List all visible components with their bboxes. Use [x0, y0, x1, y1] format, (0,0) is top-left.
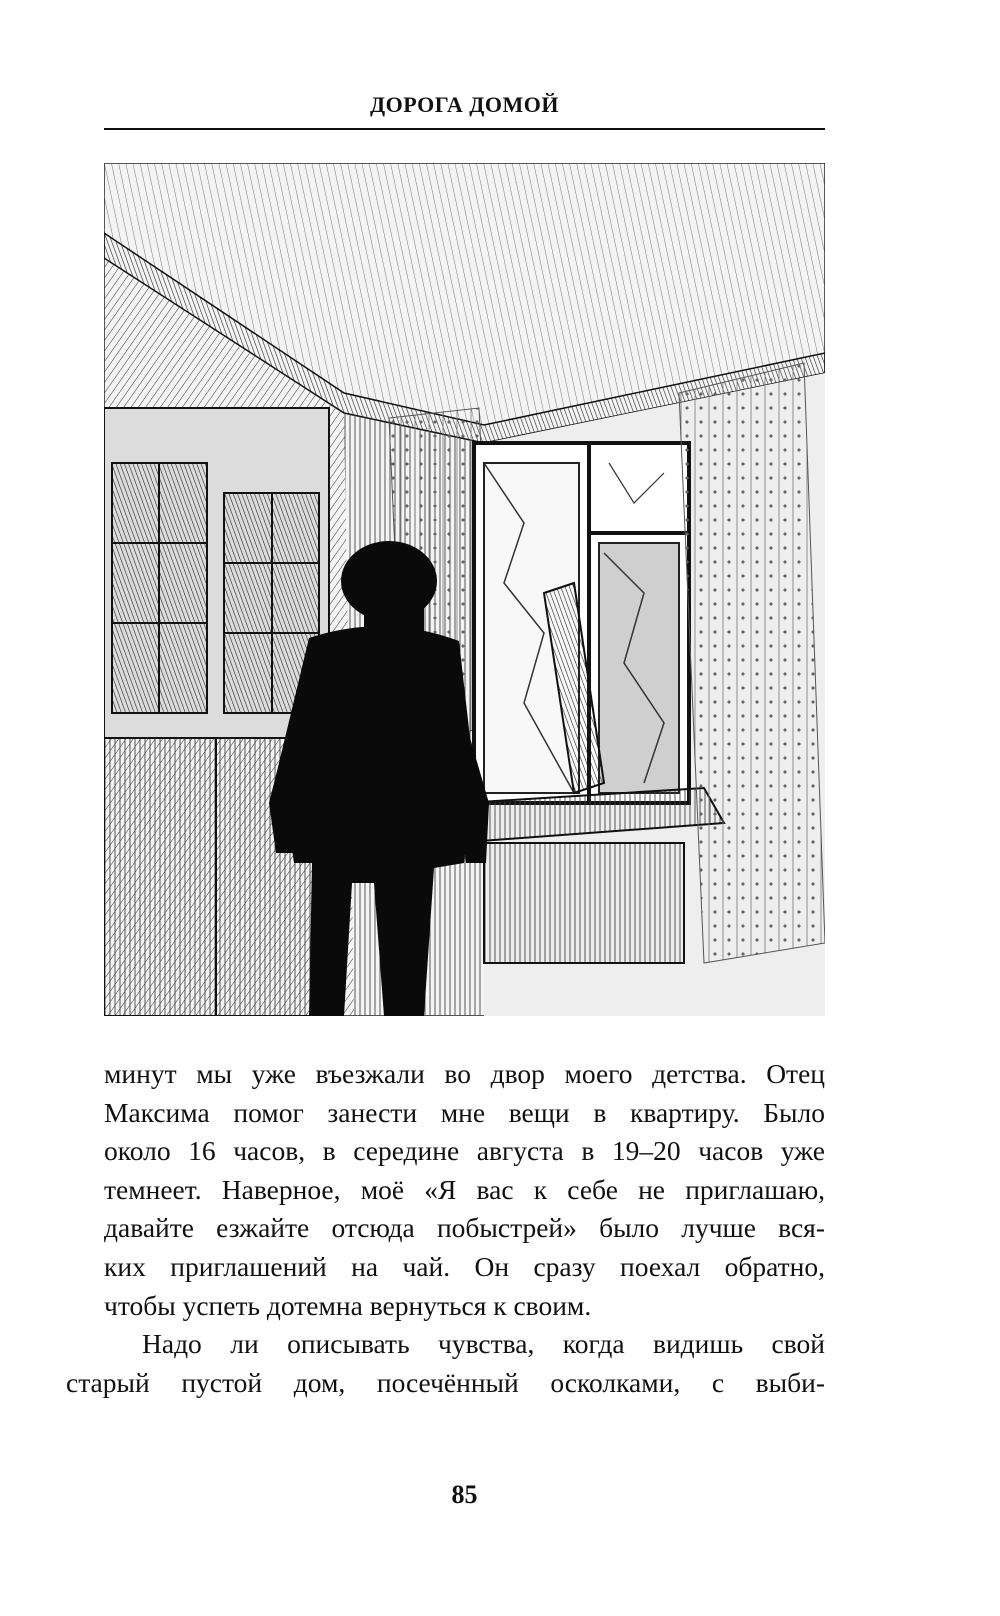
text-line: Надо ли описывать чувства, когда видишь свой	[142, 1328, 825, 1360]
text-line: темнеет. Наверное, моё «Я вас к себе не приглашаю,	[104, 1173, 825, 1205]
paragraph	[104, 1055, 825, 1325]
text-line: давайте езжайте отсюда побыстрей» было лучше вся-	[104, 1212, 825, 1244]
header-rule	[104, 128, 825, 130]
soldier-in-damaged-room-illustration	[104, 163, 825, 1016]
text-line: ких приглашений на чай. Он сразу поехал обратно,	[104, 1250, 825, 1282]
text-line: чтобы успеть дотемна вернуться к своим.	[104, 1289, 592, 1321]
text-line: около 16 часов, в середине августа в 19–20 часов уже	[104, 1135, 825, 1167]
text-line: минут мы уже въезжали во двор моего детства. Отец	[104, 1058, 825, 1089]
text-line: старый пустой дом, посечённый осколками, с выби-	[66, 1366, 825, 1398]
text-line: Максима помог занести мне вещи в квартиру. Было	[104, 1096, 825, 1128]
body-text	[66, 1055, 825, 1402]
running-head: ДОРОГА ДОМОЙ	[370, 92, 559, 117]
paragraph	[66, 1325, 825, 1402]
page-number: 85	[451, 1480, 478, 1509]
